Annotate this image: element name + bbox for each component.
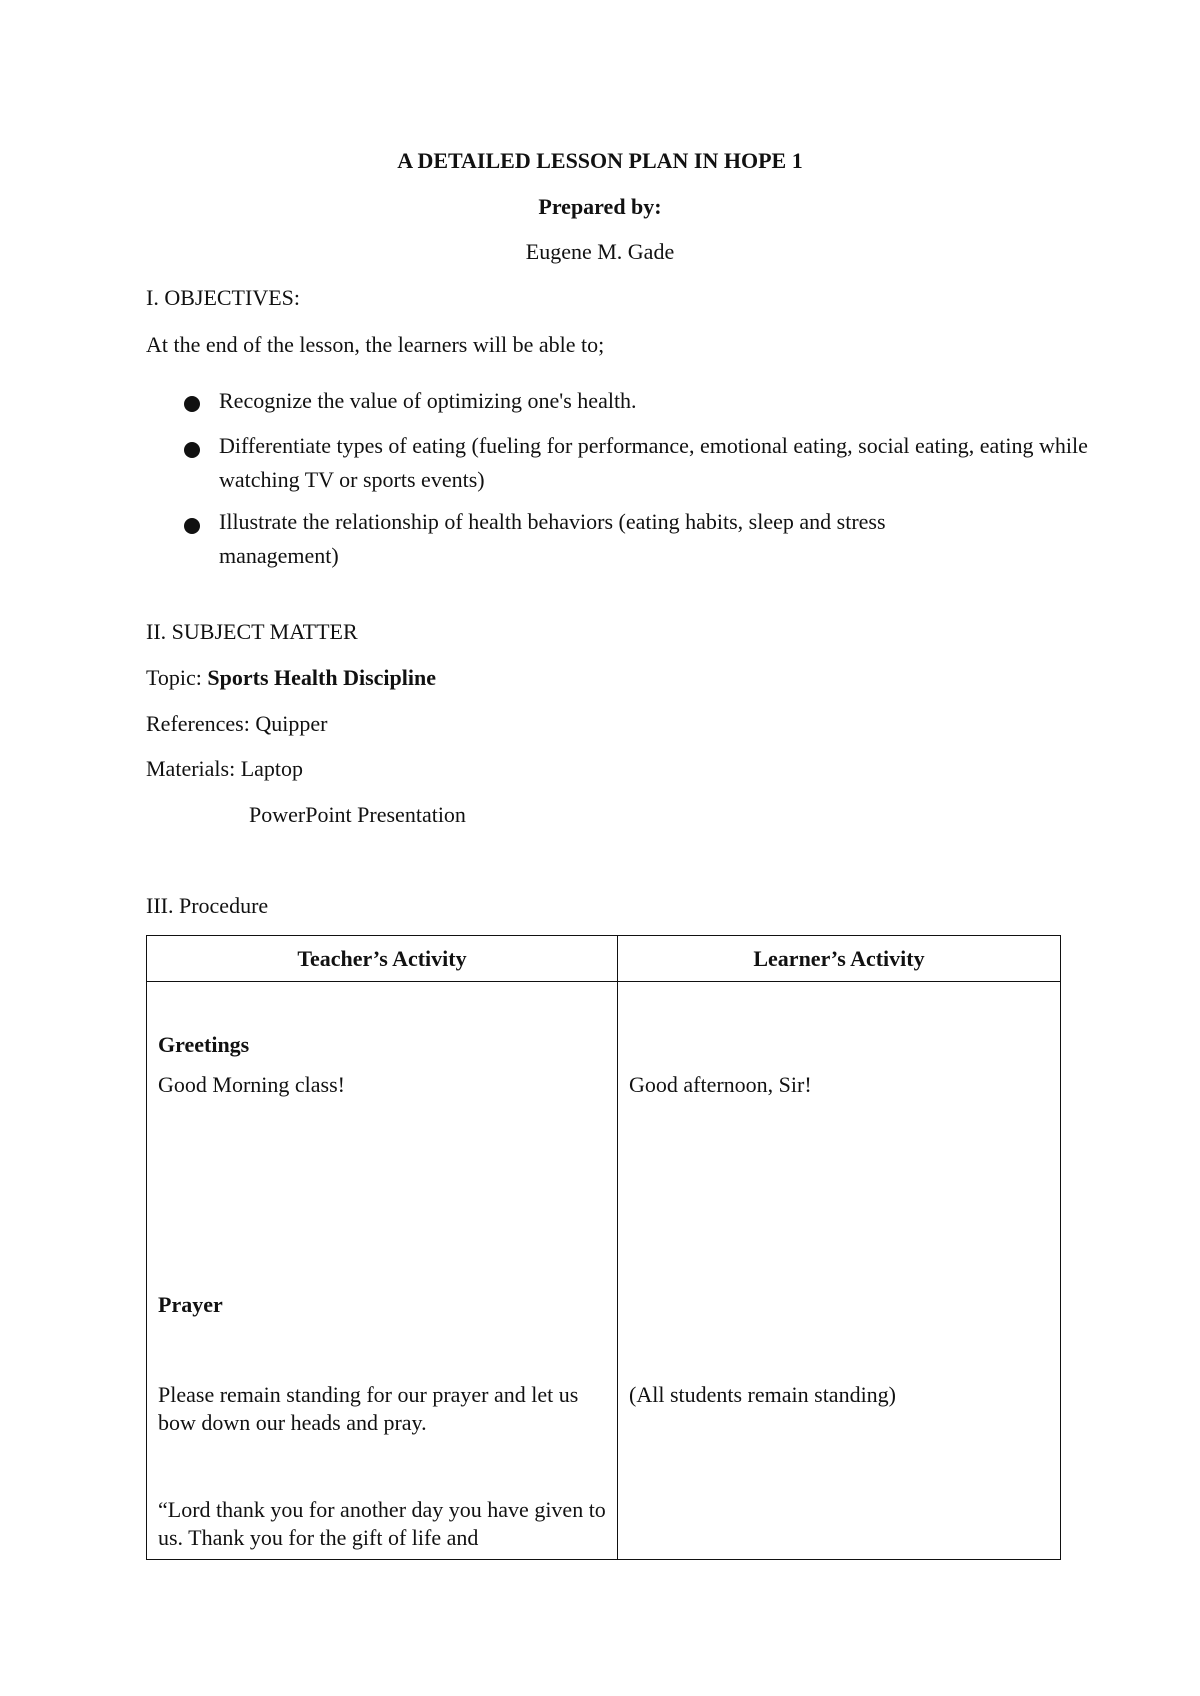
author-name: Eugene M. Gade bbox=[525, 239, 675, 264]
subject-matter-heading: II. SUBJECT MATTER bbox=[146, 619, 358, 644]
bullet-icon bbox=[184, 396, 200, 412]
topic-value: Sports Health Discipline bbox=[207, 665, 436, 690]
bullet-icon bbox=[184, 442, 200, 458]
topic-label: Topic: bbox=[146, 665, 208, 690]
materials-line: Materials: Laptop bbox=[146, 756, 304, 781]
bullet-icon bbox=[184, 518, 200, 534]
references-line: References: Quipper bbox=[146, 711, 328, 736]
objectives-heading: I. OBJECTIVES: bbox=[146, 285, 300, 310]
learner-column-header: Learner’s Activity bbox=[618, 936, 1061, 982]
prayer-heading: Prayer bbox=[158, 1292, 223, 1317]
materials-extra-line: PowerPoint Presentation bbox=[249, 802, 466, 827]
learner-prayer-reply: (All students remain standing) bbox=[629, 1382, 897, 1407]
learner-greeting-reply: Good afternoon, Sir! bbox=[629, 1072, 812, 1097]
procedure-heading: III. Procedure bbox=[146, 893, 269, 918]
teacher-column-header: Teacher’s Activity bbox=[147, 936, 618, 982]
prepared-by-label: Prepared by: bbox=[538, 194, 662, 219]
document-title: A DETAILED LESSON PLAN IN HOPE 1 bbox=[397, 148, 803, 173]
table-header-row bbox=[147, 936, 1061, 982]
objective-item: Differentiate types of eating (fueling for performance, emotional eating, social eating, eating while watching TV or sports events) bbox=[219, 433, 1088, 492]
objective-item: Recognize the value of optimizing one's health. bbox=[219, 388, 637, 413]
prayer-instruction: Please remain standing for our prayer and let us bow down our heads and pray. bbox=[158, 1382, 579, 1435]
learner-activity-cell bbox=[618, 982, 1061, 1560]
table-row bbox=[147, 982, 1061, 1560]
teacher-activity-cell bbox=[147, 982, 618, 1560]
teacher-greeting: Good Morning class! bbox=[158, 1072, 345, 1097]
objective-item: Illustrate the relationship of health behaviors (eating habits, sleep and stress management) bbox=[219, 509, 886, 568]
procedure-table bbox=[146, 935, 1061, 1560]
prayer-text: “Lord thank you for another day you have given to us. Thank you for the gift of life and bbox=[158, 1497, 606, 1550]
topic-line bbox=[146, 665, 436, 691]
greetings-heading: Greetings bbox=[158, 1032, 250, 1057]
objectives-intro: At the end of the lesson, the learners will be able to; bbox=[146, 332, 605, 357]
